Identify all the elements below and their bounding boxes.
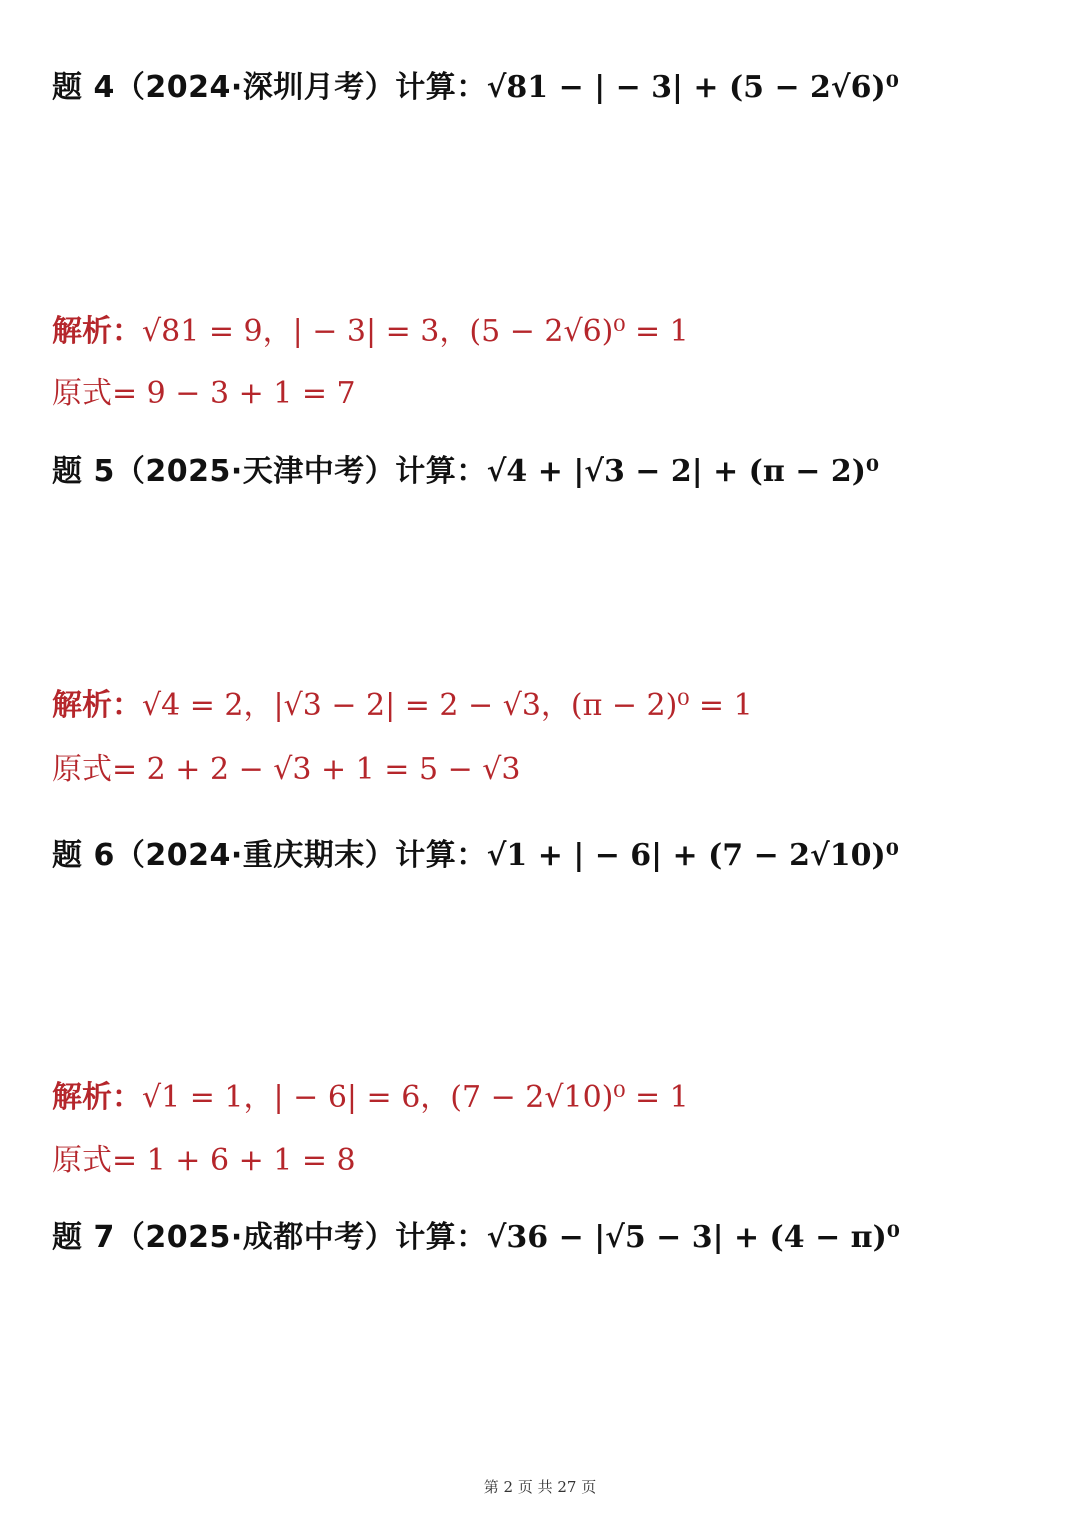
problem-6-analysis-label: 解析： [52,1080,142,1115]
problem-7-expression: √36 − |√5 − 3| + (4 − π)⁰ [486,1220,900,1255]
problem-6-expression: √1 + | − 6| + (7 − 2√10)⁰ [486,838,899,873]
problem-4-analysis-label: 解析： [52,314,142,349]
problem-4-question [52,62,899,106]
problem-5-result-expression: = 2 + 2 − √3 + 1 = 5 − √3 [112,752,521,787]
problem-5-label: 题 5（2025·天津中考）计算： [52,454,487,489]
problem-6-analysis-expression: √1 = 1，| − 6| = 6，(7 − 2√10)⁰ = 1 [142,1080,689,1115]
problem-4-label: 题 4（2024·深圳月考）计算： [52,70,487,105]
problem-4-analysis [52,306,689,350]
problem-5-result-label: 原式 [52,752,112,787]
problem-6-question [52,830,899,874]
problem-4-result-label: 原式 [52,376,112,411]
problem-6-result-label: 原式 [52,1143,112,1178]
problem-4-analysis-expression: √81 = 9，| − 3| = 3，(5 − 2√6)⁰ = 1 [142,314,689,349]
problem-4-result-expression: = 9 − 3 + 1 = 7 [112,376,356,411]
problem-6-label: 题 6（2024·重庆期末）计算： [52,838,487,873]
problem-6-analysis [52,1072,689,1116]
problem-4-expression: √81 − | − 3| + (5 − 2√6)⁰ [486,70,899,105]
page-footer: 第 2 页 共 27 页 [483,1478,597,1496]
problem-7-label: 题 7（2025·成都中考）计算： [52,1220,487,1255]
problem-6-result-expression: = 1 + 6 + 1 = 8 [112,1143,356,1178]
problem-5-question [52,446,879,490]
problem-5-result [52,744,520,788]
problem-5-analysis [52,680,753,724]
problem-7-question [52,1212,900,1256]
problem-5-expression: √4 + |√3 − 2| + (π − 2)⁰ [486,454,880,489]
problem-4-result [52,368,356,412]
problem-6-result [52,1135,356,1179]
problem-5-analysis-label: 解析： [52,688,142,723]
problem-5-analysis-expression: √4 = 2，|√3 − 2| = 2 − √3，(π − 2)⁰ = 1 [142,688,753,723]
